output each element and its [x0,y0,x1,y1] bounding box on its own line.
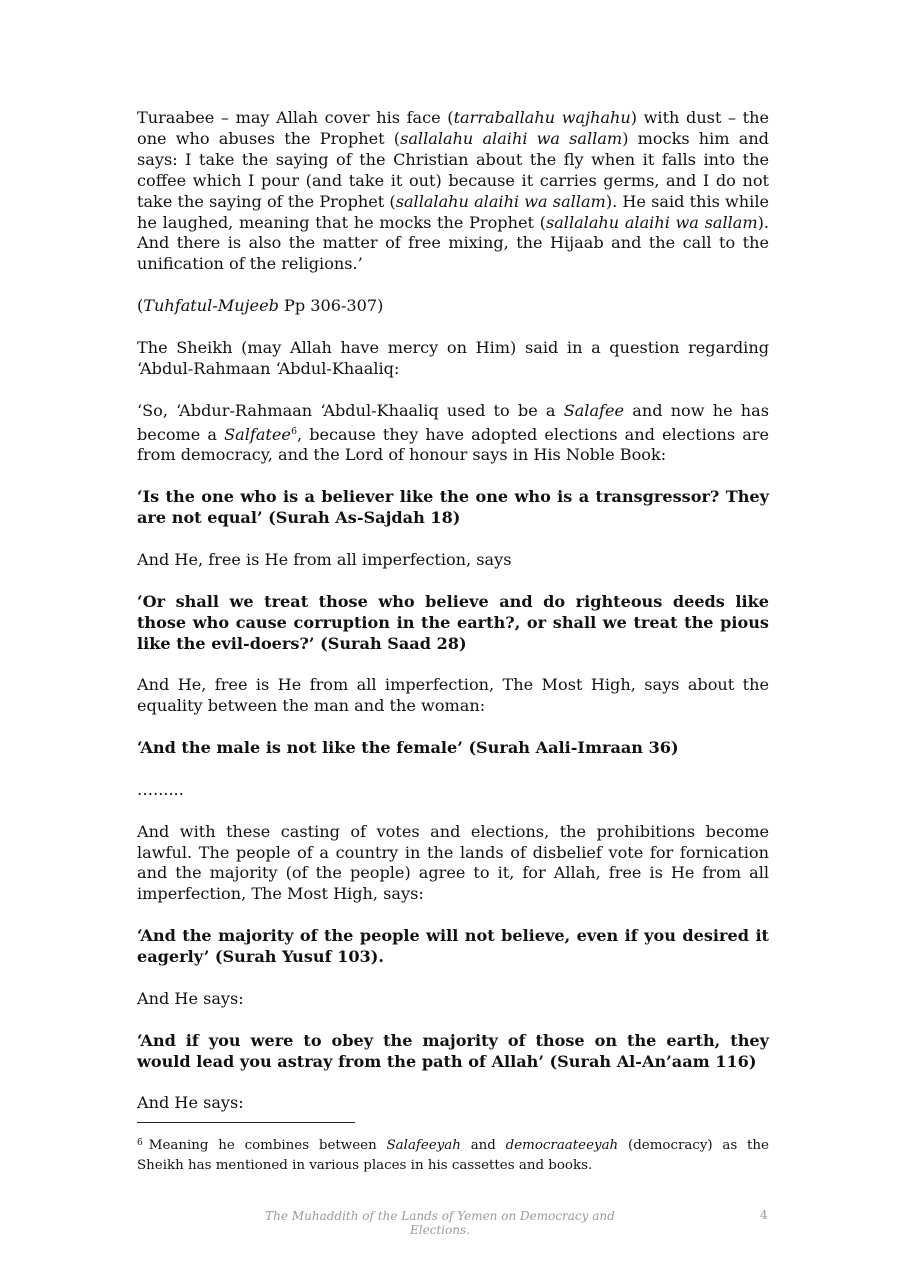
quote-as-sajdah: ‘Is the one who is a believer like the one who is a transgressor? They are not equal’ (Surah As-Sajdah 18) [137,487,769,528]
footnote-number: 6 [137,1138,143,1148]
footnote-6: $^6$ Meaning he combines between Salafeeyah and democraateeyah (democracy) as the Sheikh has mentioned in various places in his cassettes and books. [137,1138,769,1173]
paragraph-turaabee: Turaabee – may Allah cover his face (tarraballahu wajhahu) with dust – the one who abuses the Prophet (sallalahu alaihi wa sallam) mocks him and says: I take the saying of the Christian about the fly when it falls into the coffee which I pour (and take it out) because it carries germs, and I do not take the saying of the Prophet (sallalahu alaihi wa sallam). He said this while he laughed, meaning that he mocks the Prophet (sallalahu alaihi wa sallam). And there is also the matter of free mixing, the Hijaab and the call to the unification of the religions.’ [137,108,770,274]
footnote-reference[interactable]: 6 [290,425,297,437]
running-footer-title: The Muhaddith of the Lands of Yemen on Democracy and Elections. [265,1209,615,1237]
quote-aali-imraan: ‘And the male is not like the female’ (Surah Aali-Imraan 36) [137,738,679,758]
paragraph-he-says-3: And He says: [137,1093,244,1113]
document-body [137,108,769,1114]
paragraph-he-says-2: And He says: [137,988,244,1008]
paragraph-abdur-rahmaan: ‘So, ‘Abdur-Rahmaan ‘Abdul-Khaaliq used to be a Salafee and now he has become a Salfatee$^6$, because they have adopted elections and elections are from democracy, and the Lord of honour says in His Noble Book: [137,400,770,465]
paragraph-he-says-1: And He, free is He from all imperfection, says [137,549,512,569]
paragraph-votes-elections: And with these casting of votes and elections, the prohibitions become lawful. The people of a country in the lands of disbelief vote for fornication and the majority (of the people) agree to it, for Allah, free is He from all imperfection, The Most High, says: [137,821,769,904]
citation-tuhfatul-mujeeb: (Tuhfatul-Mujeeb Pp 306-307) [137,296,384,316]
quote-al-anaam: ‘And if you were to obey the majority of those on the earth, they would lead you astray from the path of Allah’ (Surah Al-An’aam 116) [137,1030,769,1071]
page-number: 4 [760,1208,768,1222]
paragraph-sheikh-question: The Sheikh (may Allah have mercy on Him) said in a question regarding ‘Abdul-Rahmaan ‘Abdul-Khaaliq: [137,337,769,378]
footnote-divider [137,1122,355,1123]
quote-yusuf: ‘And the majority of the people will not believe, even if you desired it eagerly’ (Surah Yusuf 103). [137,926,769,967]
paragraph-equality: And He, free is He from all imperfection, The Most High, says about the equality between the man and the woman: [137,675,769,716]
ellipsis: …...... [137,779,184,799]
quote-saad: ‘Or shall we treat those who believe and do righteous deeds like those who cause corruption in the earth?, or shall we treat the pious like the evil-doers?’ (Surah Saad 28) [137,591,769,653]
